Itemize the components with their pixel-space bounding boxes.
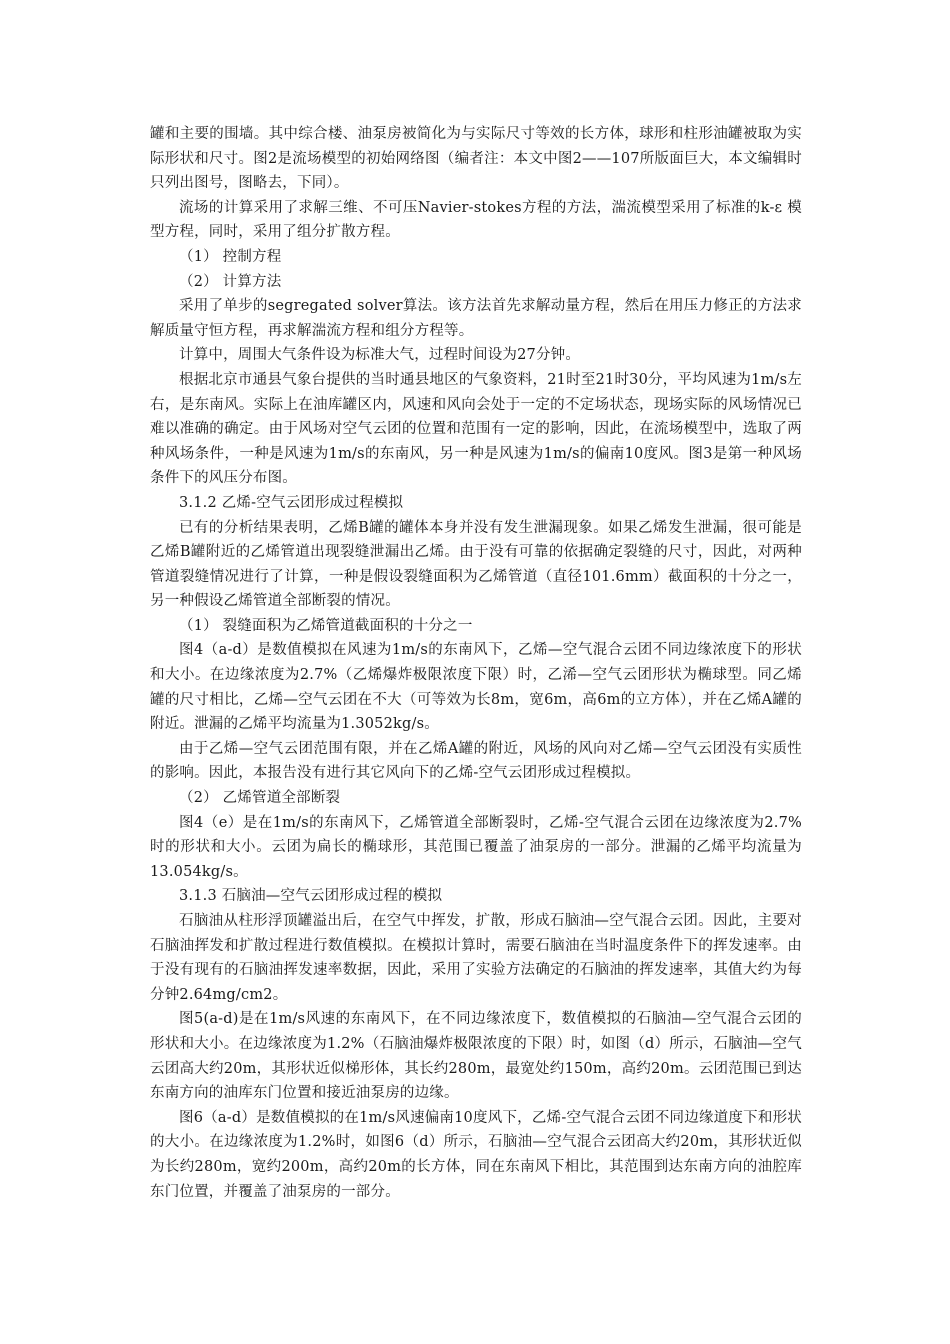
paragraph: 采用了单步的segregated solver算法。该方法首先求解动量方程，然后在用压力修正的方法求解质量守恒方程，再求解湍流方程和组分方程等。 [150,298,802,339]
paragraph: 根据北京市通县气象台提供的当时通县地区的气象资料，21时至21时30分，平均风速为1m/s左右，是东南风。实际上在油库罐区内，风速和风向会处于一定的不定场状态，现场实际的风场情况已难以准确的确定。由于风场对空气云团的位置和范围有一定的影响，因此，在流场模型中，选取了两种风场条件，一种是风速为1m/s的东南风，另一种是风速为1m/s的偏南10度风。图3是第一种风场条件下的风压分布图。 [150,371,802,487]
section-heading: 3.1.3 石脑油—空气云团形成过程的模拟 [179,888,443,905]
section-heading: 3.1.2 乙烯-空气云团形成过程模拟 [179,494,404,511]
paragraph: 图4（a-d）是数值模拟在风速为1m/s的东南风下，乙烯—空气混合云团不同边缘浓度下的形状和大小。在边缘浓度为2.7%（乙烯爆炸极限浓度下限）时，乙浠—空气云团形状为椭球型。同乙烯罐的尺寸相比，乙烯—空气云团在不大（可等效为长8m，宽6m，高6m的立方体），并在乙烯A罐的附近。泄漏的乙烯平均流量为1.3052kg/s。 [150,642,802,733]
paragraph: 石脑油从柱形浮顶罐溢出后，在空气中挥发，扩散，形成石脑油—空气混合云团。因此，主要对石脑油挥发和扩散过程进行数值模拟。在模拟计算时，需要石脑油在当时温度条件下的挥发速率。由于没有现有的石脑油挥发速率数据，因此，采用了实验方法确定的石脑油的挥发速率，其值大约为每分钟2.64mg/cm2。 [150,913,802,1003]
list-item: （2） 计算方法 [179,273,282,290]
paragraph: 已有的分析结果表明，乙烯B罐的罐体本身并没有发生泄漏现象。如果乙烯发生泄漏，很可能是乙烯B罐附近的乙烯管道出现裂缝泄漏出乙烯。由于没有可靠的依据确定裂缝的尺寸，因此，对两种管道裂缝情况进行了计算，一种是假设裂缝面积为乙烯管道（直径101.6mm）截面积的十分之一，另一种假设乙烯管道全部断裂的情况。 [150,519,802,610]
document-body [150,122,802,1204]
paragraph: 由于乙烯—空气云团范围有限，并在乙烯A罐的附近，风场的风向对乙烯—空气云团没有实质性的影响。因此，本报告没有进行其它风向下的乙烯-空气云团形成过程模拟。 [150,740,802,782]
list-item: （1） 裂缝面积为乙烯管道截面积的十分之一 [179,617,473,634]
paragraph: 罐和主要的围墙。其中综合楼、油泵房被简化为与实际尺寸等效的长方体，球形和柱形油罐被取为实际形状和尺寸。图2是流场模型的初始网络图（编者注：本文中图2——107所版面巨大，本文编辑时只列出图号，图略去，下同）。 [150,126,802,192]
paragraph: 流场的计算采用了求解三维、不可压Navier-stokes方程的方法，湍流模型采用了标准的k-ε 模型方程，同时，采用了组分扩散方程。 [150,199,802,241]
paragraph: 图6（a-d）是数值模拟的在1m/s风速偏南10度风下，乙烯-空气混合云团不同边缘道度下和形状的大小。在边缘浓度为1.2%时，如图6（d）所示，石脑油—空气混合云团高大约20m，其形状近似为长约280m，宽约200m，高约20m的长方体，同在东南风下相比，其范围到达东南方向的油腔库东门位置，并覆盖了油泵房的一部分。 [150,1109,802,1200]
paragraph: 图4（e）是在1m/s的东南风下，乙烯管道全部断裂时，乙烯-空气混合云团在边缘浓度为2.7%时的形状和大小。云团为扁长的椭球形，其范围已覆盖了油泵房的一部分。泄漏的乙烯平均流量为13.054kg/s。 [150,814,802,880]
list-item: （1） 控制方程 [179,248,282,265]
paragraph: 图5(a-d)是在1m/s风速的东南风下，在不同边缘浓度下，数值模拟的石脑油—空气混合云团的形状和大小。在边缘浓度为1.2%（石脑油爆炸极限浓度的下限）时，如图（d）所示，石脑油—空气云团高大约20m，其形状近似梯形体，其长约280m，最宽处约150m，高约20m。云团范围已到达东南方向的油库东门位置和接近油泵房的边缘。 [150,1011,802,1102]
list-item: （2） 乙烯管道全部断裂 [179,790,341,807]
paragraph: 计算中，周围大气条件设为标准大气，过程时间设为27分钟。 [179,347,581,364]
